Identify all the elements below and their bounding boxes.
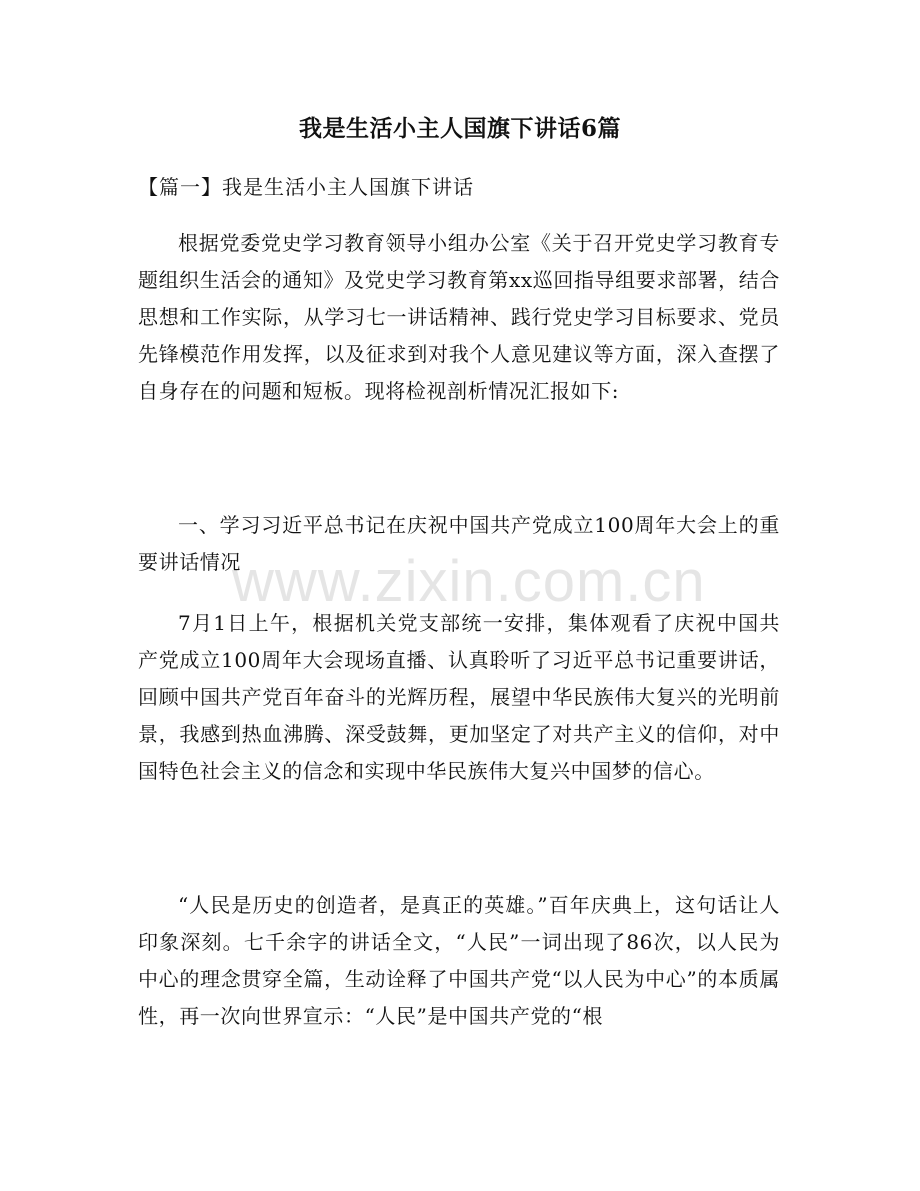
paragraph-intro: 根据党委党史学习教育领导小组办公室《关于召开党史学习教育专题组织生活会的通知》及党史学习教育第xx巡回指导组要求部署，结合思想和工作实际，从学习七一讲话精神、践行党史学习目标要求、党员先锋模范作用发挥，以及征求到对我个人意见建议等方面，深入查摆了自身存在的问题和短板。现将检视剖析情况汇报如下: — [138, 231, 780, 403]
paragraph-subheading: 一、学习习近平总书记在庆祝中国共产党成立100周年大会上的重要讲话情况 — [138, 513, 780, 574]
document-title: 我是生活小主人国旗下讲话6篇 — [298, 115, 621, 142]
paragraph-people-quote: “人民是历史的创造者，是真正的英雄。”百年庆典上，这句话让人印象深刻。七千余字的讲话全文，“人民”一词出现了86次，以人民为中心的理念贯穿全篇，生动诠释了中国共产党“以人民为中心”的本质属性，再一次向世界宣示：“人民”是中国共产党的“根 — [138, 893, 780, 1028]
section-heading: 【篇一】我是生活小主人国旗下讲话 — [138, 175, 474, 199]
paragraph-july-first: 7月1日上午，根据机关党支部统一安排，集体观看了庆祝中国共产党成立100周年大会现场直播、认真聆听了习近平总书记重要讲话，回顾中国共产党百年奋斗的光辉历程，展望中华民族伟大复兴的光明前景，我感到热血沸腾、深受鼓舞，更加坚定了对共产主义的信仰，对中国特色社会主义的信念和实现中华民族伟大复兴中国梦的信心。 — [138, 611, 780, 783]
watermark-text: www.zixin.com.cn — [232, 549, 706, 614]
